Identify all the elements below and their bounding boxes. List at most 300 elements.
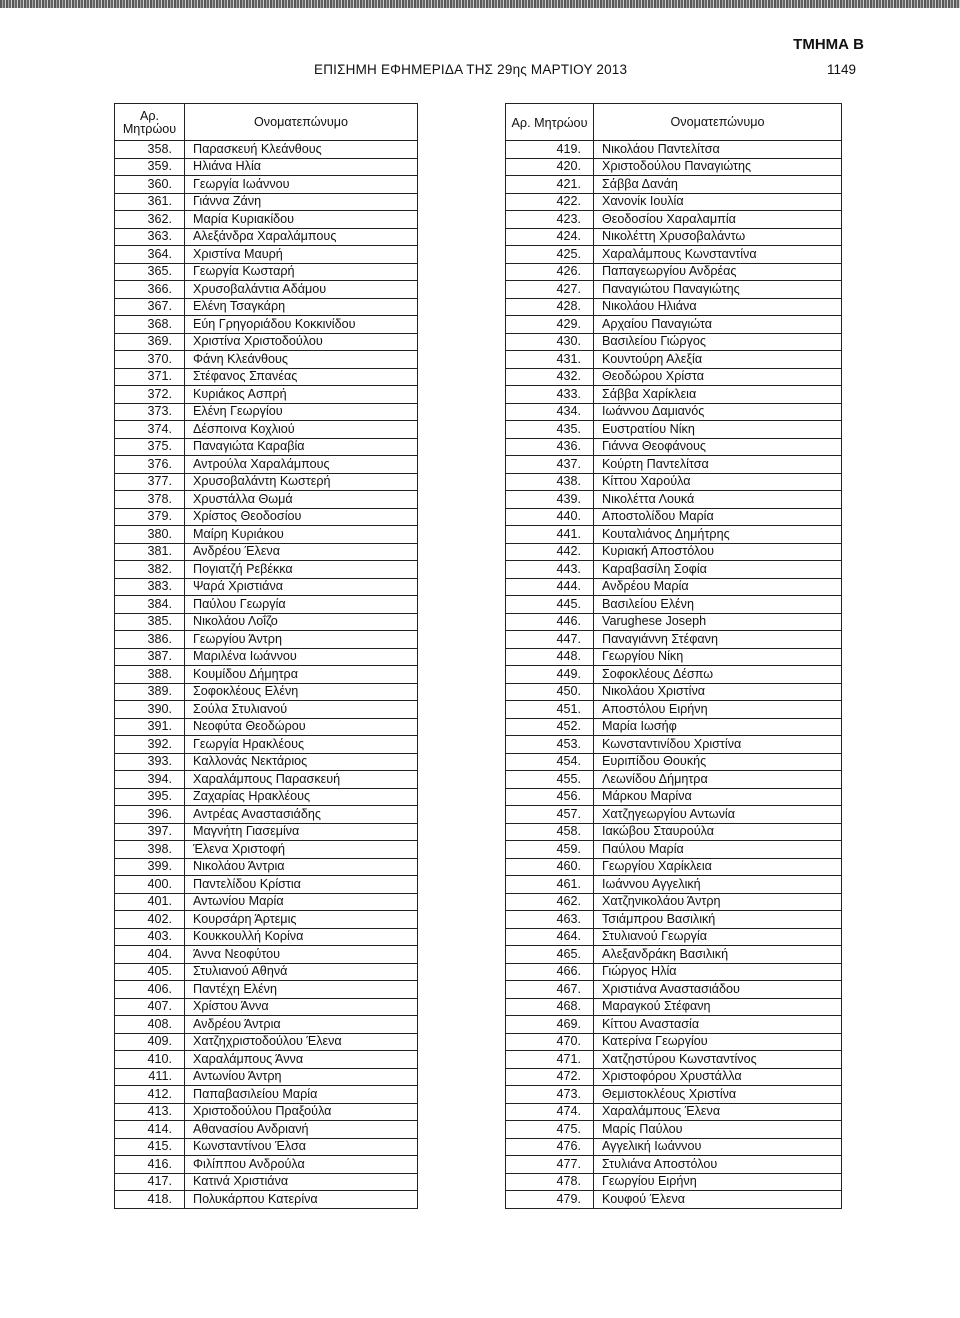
table-row — [115, 596, 418, 614]
full-name-cell: Χαραλάμπους Παρασκευή — [185, 771, 418, 789]
table-row — [506, 298, 842, 316]
registry-number-cell: 434. — [506, 403, 594, 421]
registry-number-cell: 362. — [115, 211, 185, 229]
registry-number-cell: 407. — [115, 998, 185, 1016]
full-name-cell: Νικολάου Λοΐζο — [185, 613, 418, 631]
table-row — [115, 841, 418, 859]
full-name-cell: Κουκκουλλή Κορίνα — [185, 928, 418, 946]
registry-number-cell: 478. — [506, 1173, 594, 1191]
full-name-cell: Αντρέας Αναστασιάδης — [185, 806, 418, 824]
table-row — [115, 946, 418, 964]
full-name-cell: Σάββα Χαρίκλεια — [594, 386, 842, 404]
full-name-cell: Παναγιώτου Παναγιώτης — [594, 281, 842, 299]
full-name-cell: Χρυσοβαλάντη Κωστερή — [185, 473, 418, 491]
registry-number-cell: 395. — [115, 788, 185, 806]
full-name-cell: Παρασκευή Κλεάνθους — [185, 141, 418, 159]
registry-number-cell: 453. — [506, 736, 594, 754]
registry-number-cell: 470. — [506, 1033, 594, 1051]
full-name-cell: Χριστίνα Μαυρή — [185, 246, 418, 264]
registry-number-cell: 476. — [506, 1138, 594, 1156]
table-row — [115, 701, 418, 719]
registry-number-cell: 364. — [115, 246, 185, 264]
registry-number-cell: 411. — [115, 1068, 185, 1086]
full-name-cell: Κίττου Χαρούλα — [594, 473, 842, 491]
registry-number-cell: 430. — [506, 333, 594, 351]
column-header-name: Ονοματεπώνυμο — [594, 104, 842, 141]
registry-number-cell: 358. — [115, 141, 185, 159]
table-row — [115, 298, 418, 316]
table-row — [506, 333, 842, 351]
column-header-registry-number: Αρ. Μητρώου — [506, 104, 594, 141]
registry-number-cell: 426. — [506, 263, 594, 281]
table-row — [506, 456, 842, 474]
table-row — [115, 508, 418, 526]
full-name-cell: Ιακώβου Σταυρούλα — [594, 823, 842, 841]
full-name-cell: Γεωργία Ιωάννου — [185, 176, 418, 194]
table-row — [115, 386, 418, 404]
table-row — [506, 351, 842, 369]
table-row — [506, 176, 842, 194]
registry-number-cell: 402. — [115, 911, 185, 929]
registry-number-cell: 419. — [506, 141, 594, 159]
full-name-cell: Γεωργία Κωσταρή — [185, 263, 418, 281]
table-row — [506, 788, 842, 806]
registry-number-cell: 380. — [115, 526, 185, 544]
registry-number-cell: 390. — [115, 701, 185, 719]
registry-number-cell: 464. — [506, 928, 594, 946]
full-name-cell: Κουφού Έλενα — [594, 1191, 842, 1209]
table-row — [506, 578, 842, 596]
full-name-cell: Γεωργίου Άντρη — [185, 631, 418, 649]
registry-number-cell: 379. — [115, 508, 185, 526]
full-name-cell: Λεωνίδου Δήμητρα — [594, 771, 842, 789]
registry-number-cell: 473. — [506, 1086, 594, 1104]
table-row — [506, 911, 842, 929]
table-row — [115, 1173, 418, 1191]
registry-number-cell: 466. — [506, 963, 594, 981]
table-row — [506, 806, 842, 824]
full-name-cell: Νικολέττα Λουκά — [594, 491, 842, 509]
table-row — [506, 211, 842, 229]
table-row — [506, 596, 842, 614]
registry-number-cell: 370. — [115, 351, 185, 369]
table-row — [506, 421, 842, 439]
registry-number-cell: 373. — [115, 403, 185, 421]
table-row — [115, 316, 418, 334]
table-row — [115, 963, 418, 981]
table-row — [115, 683, 418, 701]
full-name-cell: Φάνη Κλεάνθους — [185, 351, 418, 369]
full-name-cell: Παναγιώτα Καραβία — [185, 438, 418, 456]
full-name-cell: Ανδρέου Έλενα — [185, 543, 418, 561]
table-row — [115, 1068, 418, 1086]
table-row — [506, 998, 842, 1016]
full-name-cell: Μαίρη Κυριάκου — [185, 526, 418, 544]
full-name-cell: Κυριάκος Ασπρή — [185, 386, 418, 404]
registry-number-cell: 410. — [115, 1051, 185, 1069]
full-name-cell: Γιάννα Ζάνη — [185, 193, 418, 211]
full-name-cell: Χριστοφόρου Χρυστάλλα — [594, 1068, 842, 1086]
full-name-cell: Αθανασίου Ανδριανή — [185, 1121, 418, 1139]
table-row — [506, 858, 842, 876]
table-row — [115, 456, 418, 474]
table-row — [115, 736, 418, 754]
table-row — [506, 228, 842, 246]
registry-number-cell: 388. — [115, 666, 185, 684]
full-name-cell: Σούλα Στυλιανού — [185, 701, 418, 719]
table-row — [115, 788, 418, 806]
registry-number-cell: 459. — [506, 841, 594, 859]
full-name-cell: Χατζηστύρου Κωνσταντίνος — [594, 1051, 842, 1069]
registry-number-cell: 465. — [506, 946, 594, 964]
table-row — [506, 1173, 842, 1191]
table-row — [115, 858, 418, 876]
table-row — [506, 1156, 842, 1174]
full-name-cell: Ελένη Τσαγκάρη — [185, 298, 418, 316]
table-row — [506, 473, 842, 491]
full-name-cell: Ζαχαρίας Ηρακλέους — [185, 788, 418, 806]
registry-number-cell: 440. — [506, 508, 594, 526]
table-row — [506, 491, 842, 509]
registry-number-cell: 436. — [506, 438, 594, 456]
full-name-cell: Μαρία Ιωσήφ — [594, 718, 842, 736]
table-row — [506, 736, 842, 754]
table-row — [506, 613, 842, 631]
registry-number-cell: 366. — [115, 281, 185, 299]
full-name-cell: Θεμιστοκλέους Χριστίνα — [594, 1086, 842, 1104]
table-row — [506, 1086, 842, 1104]
full-name-cell: Χαραλάμπους Άννα — [185, 1051, 418, 1069]
full-name-cell: Θεοδώρου Χρίστα — [594, 368, 842, 386]
table-row — [115, 1121, 418, 1139]
table-row — [115, 893, 418, 911]
table-row — [115, 263, 418, 281]
full-name-cell: Χατζηγεωργίου Αντωνία — [594, 806, 842, 824]
registry-number-cell: 451. — [506, 701, 594, 719]
full-name-cell: Κουταλιάνος Δημήτρης — [594, 526, 842, 544]
registry-number-cell: 389. — [115, 683, 185, 701]
registry-number-cell: 394. — [115, 771, 185, 789]
table-row — [115, 1103, 418, 1121]
full-name-cell: Μαρία Κυριακίδου — [185, 211, 418, 229]
table-row — [506, 823, 842, 841]
registry-number-cell: 454. — [506, 753, 594, 771]
registry-number-cell: 378. — [115, 491, 185, 509]
registry-number-cell: 386. — [115, 631, 185, 649]
table-row — [506, 508, 842, 526]
table-row — [506, 386, 842, 404]
registry-number-cell: 412. — [115, 1086, 185, 1104]
full-name-cell: Σοφοκλέους Δέσπω — [594, 666, 842, 684]
table-row — [115, 473, 418, 491]
full-name-cell: Αλεξάνδρα Χαραλάμπους — [185, 228, 418, 246]
registry-number-cell: 417. — [115, 1173, 185, 1191]
table-row — [506, 1051, 842, 1069]
registry-number-cell: 439. — [506, 491, 594, 509]
full-name-cell: Φιλίππου Ανδρούλα — [185, 1156, 418, 1174]
full-name-cell: Κυριακή Αποστόλου — [594, 543, 842, 561]
table-row — [115, 718, 418, 736]
registry-number-cell: 433. — [506, 386, 594, 404]
registry-number-cell: 404. — [115, 946, 185, 964]
registry-number-cell: 400. — [115, 876, 185, 894]
registry-number-cell: 391. — [115, 718, 185, 736]
registry-number-cell: 381. — [115, 543, 185, 561]
table-row — [115, 421, 418, 439]
full-name-cell: Ιωάννου Δαμιανός — [594, 403, 842, 421]
registry-number-cell: 457. — [506, 806, 594, 824]
registry-number-cell: 443. — [506, 561, 594, 579]
registry-number-cell: 363. — [115, 228, 185, 246]
full-name-cell: Χρυσοβαλάντια Αδάμου — [185, 281, 418, 299]
registry-number-cell: 468. — [506, 998, 594, 1016]
full-name-cell: Πογιατζή Ρεβέκκα — [185, 561, 418, 579]
table-row — [115, 543, 418, 561]
table-row — [506, 246, 842, 264]
table-row — [506, 141, 842, 159]
registry-number-cell: 396. — [115, 806, 185, 824]
full-name-cell: Αγγελική Ιωάννου — [594, 1138, 842, 1156]
table-row — [506, 1138, 842, 1156]
full-name-cell: Χρίστος Θεοδοσίου — [185, 508, 418, 526]
table-row — [506, 981, 842, 999]
table-row — [115, 228, 418, 246]
registry-table-right — [505, 103, 842, 1209]
full-name-cell: Αρχαίου Παναγιώτα — [594, 316, 842, 334]
full-name-cell: Χριστιάνα Αναστασιάδου — [594, 981, 842, 999]
table-row — [115, 1191, 418, 1209]
full-name-cell: Αντωνίου Άντρη — [185, 1068, 418, 1086]
registry-number-cell: 429. — [506, 316, 594, 334]
registry-number-cell: 475. — [506, 1121, 594, 1139]
table-row — [506, 543, 842, 561]
full-name-cell: Νικολάου Παντελίτσα — [594, 141, 842, 159]
registry-number-cell: 414. — [115, 1121, 185, 1139]
scan-edge-strip — [0, 0, 960, 8]
registry-number-cell: 413. — [115, 1103, 185, 1121]
table-row — [115, 753, 418, 771]
registry-number-cell: 463. — [506, 911, 594, 929]
full-name-cell: Χατζηχριστοδούλου Έλενα — [185, 1033, 418, 1051]
registry-number-cell: 472. — [506, 1068, 594, 1086]
table-row — [115, 351, 418, 369]
full-name-cell: Καλλονάς Νεκτάριος — [185, 753, 418, 771]
full-name-cell: Χανονίκ Ιουλία — [594, 193, 842, 211]
registry-number-cell: 428. — [506, 298, 594, 316]
registry-number-cell: 372. — [115, 386, 185, 404]
registry-number-cell: 437. — [506, 456, 594, 474]
full-name-cell: Ιωάννου Αγγελική — [594, 876, 842, 894]
full-name-cell: Γεωργίου Χαρίκλεια — [594, 858, 842, 876]
table-row — [506, 701, 842, 719]
table-row — [115, 998, 418, 1016]
registry-number-cell: 387. — [115, 648, 185, 666]
full-name-cell: Θεοδοσίου Χαραλαμπία — [594, 211, 842, 229]
full-name-cell: Κίττου Αναστασία — [594, 1016, 842, 1034]
full-name-cell: Μαριλένα Ιωάννου — [185, 648, 418, 666]
registry-number-cell: 471. — [506, 1051, 594, 1069]
full-name-cell: Μαγνήτη Γιασεμίνα — [185, 823, 418, 841]
full-name-cell: Ανδρέου Μαρία — [594, 578, 842, 596]
full-name-cell: Στυλιάνα Αποστόλου — [594, 1156, 842, 1174]
registry-number-cell: 461. — [506, 876, 594, 894]
full-name-cell: Παύλου Μαρία — [594, 841, 842, 859]
registry-number-cell: 401. — [115, 893, 185, 911]
registry-number-cell: 409. — [115, 1033, 185, 1051]
table-row — [115, 771, 418, 789]
table-row — [506, 1068, 842, 1086]
table-row — [115, 526, 418, 544]
registry-number-cell: 415. — [115, 1138, 185, 1156]
registry-number-cell: 408. — [115, 1016, 185, 1034]
full-name-cell: Παύλου Γεωργία — [185, 596, 418, 614]
table-row — [115, 141, 418, 159]
table-row — [506, 1191, 842, 1209]
table-row — [115, 806, 418, 824]
full-name-cell: Ανδρέου Άντρια — [185, 1016, 418, 1034]
registry-number-cell: 369. — [115, 333, 185, 351]
section-label: ΤΜΗΜΑ Β — [793, 36, 864, 53]
registry-number-cell: 422. — [506, 193, 594, 211]
table-row — [506, 928, 842, 946]
full-name-cell: Δέσποινα Κοχλιού — [185, 421, 418, 439]
table-row — [115, 648, 418, 666]
registry-number-cell: 383. — [115, 578, 185, 596]
registry-number-cell: 462. — [506, 893, 594, 911]
full-name-cell: Γεωργίου Νίκη — [594, 648, 842, 666]
full-name-cell: Χριστοδούλου Πραξούλα — [185, 1103, 418, 1121]
full-name-cell: Τσιάμπρου Βασιλική — [594, 911, 842, 929]
full-name-cell: Στυλιανού Αθηνά — [185, 963, 418, 981]
full-name-cell: Ελένη Γεωργίου — [185, 403, 418, 421]
full-name-cell: Αντωνίου Μαρία — [185, 893, 418, 911]
registry-number-cell: 460. — [506, 858, 594, 876]
table-row — [506, 316, 842, 334]
full-name-cell: Αλεξανδράκη Βασιλική — [594, 946, 842, 964]
table-row — [115, 1156, 418, 1174]
table-row — [506, 368, 842, 386]
table-row — [506, 263, 842, 281]
table-row — [115, 561, 418, 579]
gazette-title: ΕΠΙΣΗΜΗ ΕΦΗΜΕΡΙΔΑ ΤΗΣ 29ης ΜΑΡΤΙΟΥ 2013 — [314, 62, 628, 77]
table-row — [506, 1103, 842, 1121]
registry-number-cell: 375. — [115, 438, 185, 456]
table-row — [115, 281, 418, 299]
registry-number-cell: 416. — [115, 1156, 185, 1174]
table-row — [506, 946, 842, 964]
full-name-cell: Χατζηνικολάου Άντρη — [594, 893, 842, 911]
full-name-cell: Κουμίδου Δήμητρα — [185, 666, 418, 684]
table-row — [115, 176, 418, 194]
table-row — [506, 841, 842, 859]
table-row — [115, 578, 418, 596]
full-name-cell: Κατινά Χριστιάνα — [185, 1173, 418, 1191]
registry-number-cell: 393. — [115, 753, 185, 771]
full-name-cell: Ηλιάνα Ηλία — [185, 158, 418, 176]
table-row — [506, 526, 842, 544]
registry-number-cell: 444. — [506, 578, 594, 596]
full-name-cell: Κωνσταντίνου Έλσα — [185, 1138, 418, 1156]
registry-number-cell: 360. — [115, 176, 185, 194]
full-name-cell: Κούρτη Παντελίτσα — [594, 456, 842, 474]
full-name-cell: Ευριπίδου Θουκής — [594, 753, 842, 771]
registry-number-cell: 423. — [506, 211, 594, 229]
full-name-cell: Αντρούλα Χαραλάμπους — [185, 456, 418, 474]
table-row — [115, 1086, 418, 1104]
table-row — [506, 1121, 842, 1139]
table-row — [115, 333, 418, 351]
full-name-cell: Νικολάου Ηλιάνα — [594, 298, 842, 316]
registry-number-cell: 399. — [115, 858, 185, 876]
full-name-cell: Ευστρατίου Νίκη — [594, 421, 842, 439]
table-row — [506, 648, 842, 666]
table-row — [506, 438, 842, 456]
registry-number-cell: 448. — [506, 648, 594, 666]
full-name-cell: Κωνσταντινίδου Χριστίνα — [594, 736, 842, 754]
full-name-cell: Κουντούρη Αλεξία — [594, 351, 842, 369]
registry-number-cell: 367. — [115, 298, 185, 316]
registry-number-cell: 427. — [506, 281, 594, 299]
table-row — [115, 158, 418, 176]
full-name-cell: Νικολέττη Χρυσοβαλάντω — [594, 228, 842, 246]
registry-number-cell: 441. — [506, 526, 594, 544]
registry-number-cell: 382. — [115, 561, 185, 579]
full-name-cell: Παπαβασιλείου Μαρία — [185, 1086, 418, 1104]
table-row — [115, 1033, 418, 1051]
table-row — [115, 911, 418, 929]
registry-number-cell: 456. — [506, 788, 594, 806]
registry-number-cell: 435. — [506, 421, 594, 439]
registry-number-cell: 452. — [506, 718, 594, 736]
registry-number-cell: 442. — [506, 543, 594, 561]
table-row — [115, 666, 418, 684]
table-header-row — [115, 104, 418, 141]
table-row — [115, 631, 418, 649]
registry-number-cell: 474. — [506, 1103, 594, 1121]
registry-number-cell: 446. — [506, 613, 594, 631]
table-row — [506, 281, 842, 299]
full-name-cell: Γιάννα Θεοφάνους — [594, 438, 842, 456]
full-name-cell: Παναγιάννη Στέφανη — [594, 631, 842, 649]
full-name-cell: Παντελίδου Κρίστια — [185, 876, 418, 894]
page-number: 1149 — [826, 62, 856, 77]
registry-number-cell: 398. — [115, 841, 185, 859]
table-row — [115, 211, 418, 229]
full-name-cell: Μαραγκού Στέφανη — [594, 998, 842, 1016]
table-row — [115, 403, 418, 421]
full-name-cell: Χαραλάμπους Κωνσταντίνα — [594, 246, 842, 264]
table-row — [506, 963, 842, 981]
registry-number-cell: 425. — [506, 246, 594, 264]
registry-number-cell: 477. — [506, 1156, 594, 1174]
full-name-cell: Σάββα Δανάη — [594, 176, 842, 194]
registry-number-cell: 467. — [506, 981, 594, 999]
table-row — [506, 771, 842, 789]
registry-number-cell: 469. — [506, 1016, 594, 1034]
full-name-cell: Νεοφύτα Θεοδώρου — [185, 718, 418, 736]
registry-number-cell: 418. — [115, 1191, 185, 1209]
full-name-cell: Αποστόλου Ειρήνη — [594, 701, 842, 719]
table-row — [115, 981, 418, 999]
registry-number-cell: 420. — [506, 158, 594, 176]
table-row — [506, 1033, 842, 1051]
registry-number-cell: 371. — [115, 368, 185, 386]
full-name-cell: Άννα Νεοφύτου — [185, 946, 418, 964]
full-name-cell: Varughese Joseph — [594, 613, 842, 631]
registry-number-cell: 445. — [506, 596, 594, 614]
table-row — [506, 561, 842, 579]
full-name-cell: Εύη Γρηγοριάδου Κοκκινίδου — [185, 316, 418, 334]
